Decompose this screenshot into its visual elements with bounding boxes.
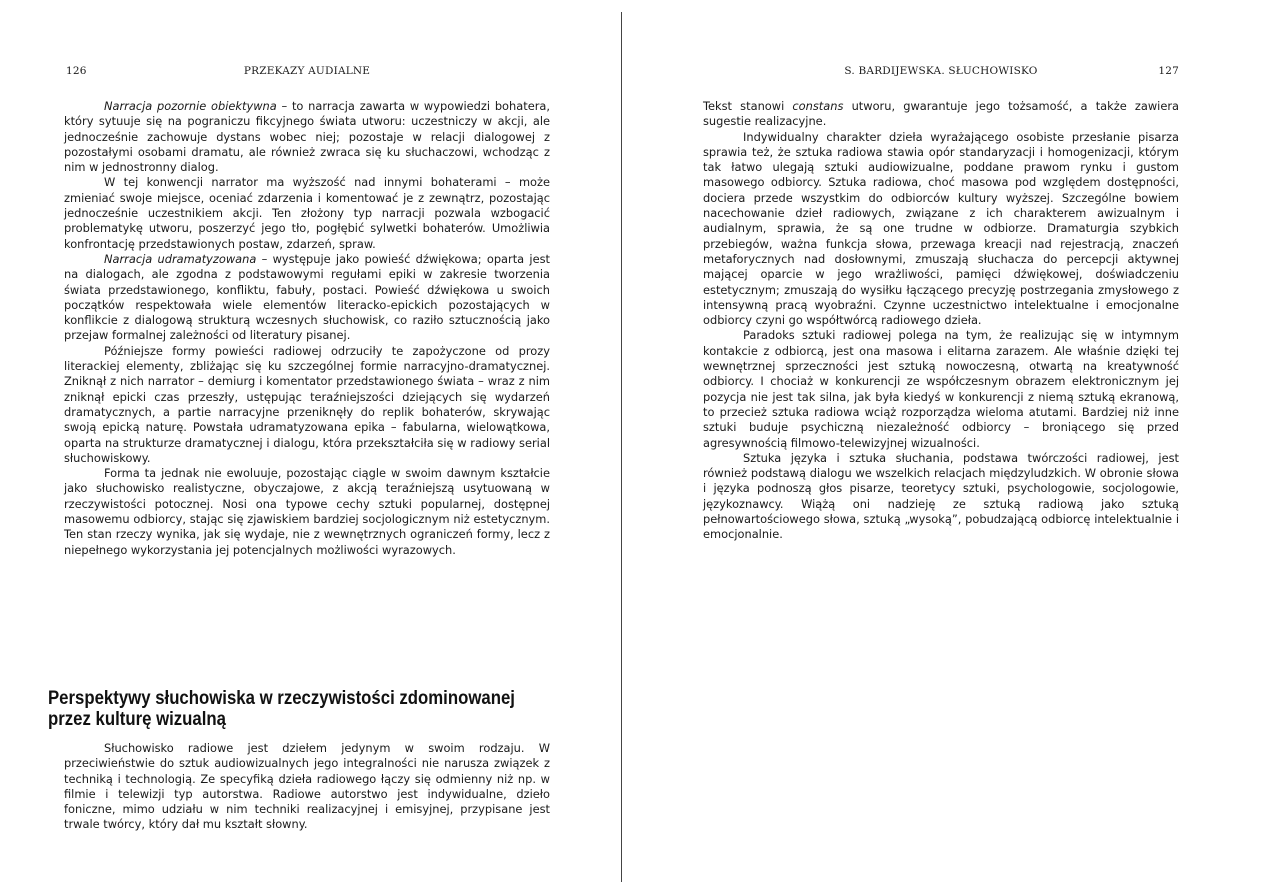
paragraph-lead-italic: Narracja pozornie obiektywna <box>104 99 277 113</box>
paragraph <box>703 99 1179 130</box>
paragraph <box>703 451 1179 543</box>
left-body-text <box>64 99 550 558</box>
paragraph <box>64 344 550 466</box>
paragraph-text: Późniejsze formy powieści radiowej odrzuciły te zapożyczone od prozy literackiej elementy, zbliżając się ku szczególnej formie narracyjno-dramatycznej. Zniknął z nich narrator – demiurg i komentator przedstawionego świata – wraz z nim zniknął epicki czas przeszły, ustępując teraźniejszości dziejących się wydarzeń dramatycznych, a partie narracyjne przeniknęły do replik bohaterów, skrywając swoją epicką naturę. Powstała udramatyzowana epika – fabularna, wielowątkowa, oparta na strukturze dramatycznej i dialogu, która przekształciła się w radiowy serial słuchowiskowy. <box>64 343 550 465</box>
page-gutter <box>621 12 622 882</box>
paragraph-text: – to narracja zawarta w wypowiedzi bohatera, który sytuuje się na pograniczu fikcyjnego świata utworu: uczestniczy w akcji, ale jednocześnie zachowuje dystans wobec niej; pozostaje w relacji dialogowej z pozostałymi osobami dramatu, ale również zwraca się ku słuchaczowi, wchodząc z nim w jednostronny dialog. <box>64 99 550 175</box>
section-heading: Perspektywy słuchowiska w rzeczywistości zdominowanej przez kulturę wizualną <box>48 687 515 730</box>
paragraph <box>64 99 550 175</box>
paragraph-text: Tekst stanowi <box>703 99 793 113</box>
paragraph-text: W tej konwencji narrator ma wyższość nad innymi bohaterami – może zmieniać swoje miejsce, oceniać zdarzenia i komentować je z zewnątrz, pozostając jednocześnie uczestnikiem akcji. Ten złożony typ narracji pozwala wzbogacić problematykę utworu, poszerzyć jego tło, pogłębić sylwetki bohaterów. Umożliwia konfrontację przedstawionych postaw, zdarzeń, spraw. <box>64 175 550 251</box>
paragraph-lead-italic: Narracja udramatyzowana <box>104 251 257 266</box>
paragraph-text: Paradoks sztuki radiowej polega na tym, że realizując się w intymnym kontakcie z odbiorcą, jest ona masowa i elitarna zarazem. Ale właśnie dzięki tej wewnętrznej sprzeczności jest sztuką nowoczesną, otwartą na kreatywność odbiorcy. I chociaż w konkurencji ze współczesnym obrazem elektronicznym jej pozycja nie jest tak silna, jak była kiedyś w konkurencji z niemą sztuką ekranową, to przecież sztuka radiowa wciąż rozporządza wieloma atutami. Bardziej niż inne sztuki buduje psychiczną niezależność odbiorcy – broniącego się przed agresywnością filmowo-telewizyjnej wizualności. <box>703 328 1179 450</box>
page-number-right: 127 <box>1158 65 1179 77</box>
paragraph <box>703 130 1179 329</box>
running-head-left <box>64 65 550 81</box>
left-body-after-heading <box>64 741 550 833</box>
running-title-left: PRZEKAZY AUDIALNE <box>243 65 371 77</box>
page-number-left: 126 <box>66 65 87 77</box>
paragraph <box>64 252 550 344</box>
paragraph-text: Forma ta jednak nie ewoluuje, pozostając ciągle w swoim dawnym kształcie jako słuchowisko realistyczne, obyczajowe, z akcją teraźniejszą usytuowaną w rzeczywistości potocznej. Nosi ona typowe cechy sztuki popularnej, dostępnej masowemu odbiorcy, stając się zjawiskiem bardziej socjologicznym niż estetycznym. Ten stan rzeczy wynika, jak się wydaje, nie z wewnętrznych ograniczeń formy, lecz z niepełnego wykorzystania jej potencjalnych możliwości wyrazowych. <box>64 466 550 557</box>
paragraph-text: Sztuka języka i sztuka słuchania, podstawa twórczości radiowej, jest również podstawą dialogu we wszelkich relacjach międzyludzkich. W obronie słowa i języka podnoszą głos pisarze, teoretycy sztuki, psychologowie, socjologowie, językoznawcy. Wiążą oni nadzieję ze sztuką radiową jako sztuką pełnowartościowego słowa, sztuką „wysoką”, pobudzającą odbiorcę intelektualnie i emocjonalnie. <box>703 450 1179 542</box>
running-head-right <box>703 65 1179 81</box>
paragraph-text: utworu, gwarantuje jego tożsamość, a także zawiera sugestie realizacyjne. <box>703 99 1179 129</box>
paragraph: Słuchowisko radiowe jest dziełem jedynym w swoim rodzaju. W przeciwieństwie do sztuk audiowizualnych jego integralności nie narusza związek z techniką i technologią. Ze specyfiką dzieła radiowego łączy się odmienny niż np. w filmie i telewizji typ autorstwa. Radiowe autorstwo jest indywidualne, dzieło foniczne, mimo udziału w nim techniki realizacyjnej i emisyjnej, przypisane jest trwale twórcy, który dał mu kształt słowny. <box>64 741 550 832</box>
right-body-text <box>703 99 1179 543</box>
section-heading-wrap <box>48 688 548 730</box>
paragraph <box>64 175 550 251</box>
paragraph <box>64 466 550 558</box>
paragraph-text: – występuje jako powieść dźwiękowa; oparta jest na dialogach, ale zgodna z podstawowymi regułami epiki w zakresie tworzenia świata przedstawionego, konfliktu, fabuły, postaci. Powieść dźwiękowa u swoich początków respektowała wiele elementów literacko-epickich pozostających w konflikcie z dialogową strukturą wczesnych słuchowisk, co raziło sztucznością jako przejaw formalnej zależności od literatury pisanej. <box>64 251 550 343</box>
paragraph-italic-word: constans <box>792 99 844 113</box>
paragraph-text: Indywidualny charakter dzieła wyrażającego osobiste przesłanie pisarza sprawia też, że sztuka radiowa stawia opór standaryzacji i homogenizacji, którym tak łatwo ulegają sztuki audiowizualne, poddane prawom rynku i gustom masowego odbiorcy. Sztuka radiowa, choć masowa pod względem dostępności, dociera przede wszystkim do odbiorców kultury wyższej. Szczególne bowiem nacechowanie dzieł radiowych, związane z ich charakterem awizualnym i audialnym, sprawia, że są one trudne w odbiorze. Dramaturgia szybkich przebiegów, ważna funkcja słowa, przewaga kreacji nad rejestracją, znaczeń metaforycznych nad dosłownymi, zmuszają słuchacza do percepcji aktywnej mającej oparcie w jego wrażliwości, pamięci dźwiękowej, doświadczeniu estetycznym; zmuszają do wysiłku łączącego precyzję postrzegania zmysłowego z intensywną pracą wyobraźni. Czynne uczestnictwo intelektualne i emocjonalne odbiorcy czyni go współtwórcą radiowego dzieła. <box>703 129 1179 328</box>
paragraph <box>703 328 1179 450</box>
running-title-right: S. BARDIJEWSKA. SŁUCHOWISKO <box>844 65 1038 77</box>
